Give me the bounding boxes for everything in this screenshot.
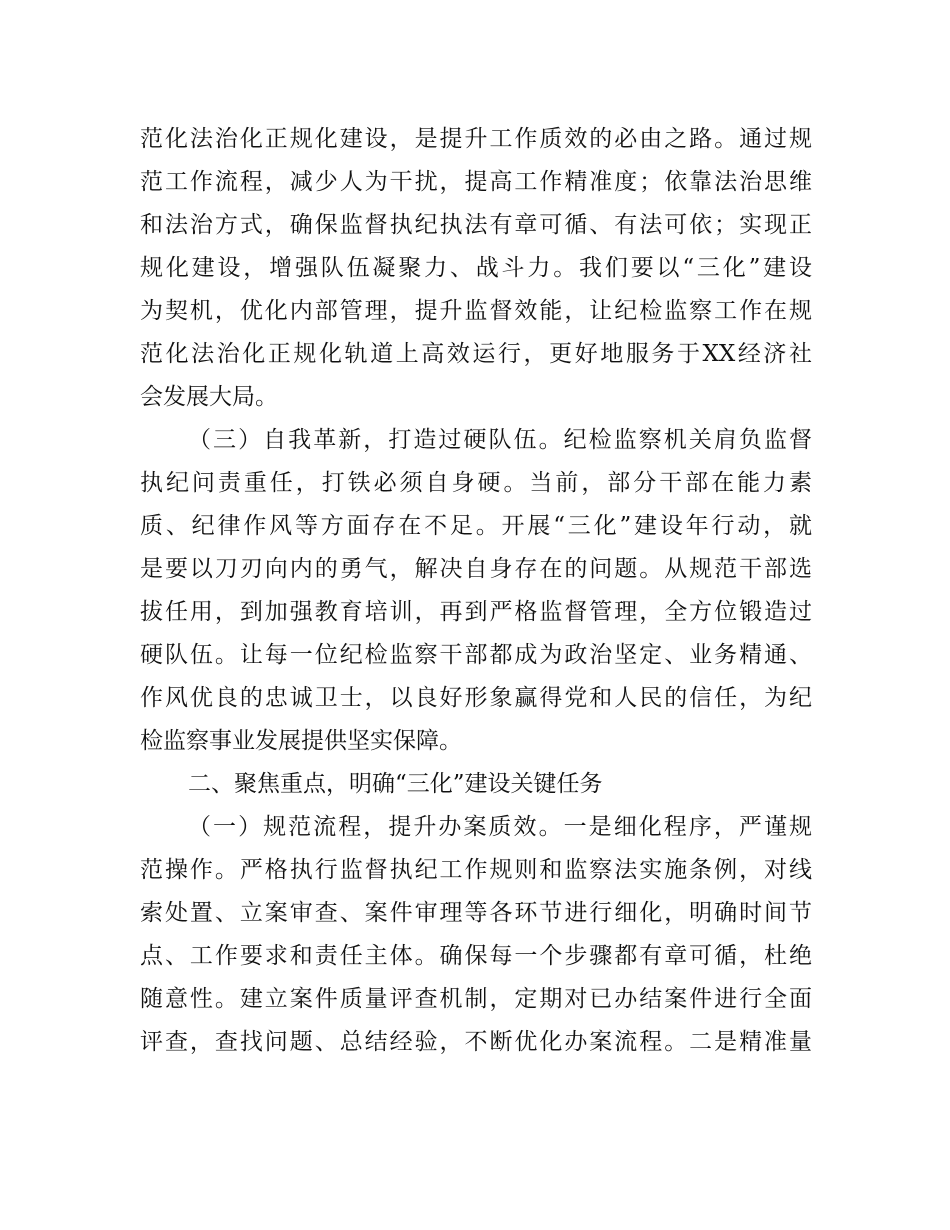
text-line: 索处置、立案审查、案件审理等各环节进行细化，明确时间节: [140, 900, 812, 926]
text-line: 评查，查找问题、总结经验，不断优化办案流程。二是精准量: [140, 1029, 812, 1055]
text-line: 执纪问责重任，打铁必须自身硬。当前，部分干部在能力素: [140, 470, 812, 496]
text-line: 硬队伍。让每一位纪检监察干部都成为政治坚定、业务精通、: [140, 642, 812, 668]
text-line: 作风优良的忠诚卫士，以良好形象赢得党和人民的信任，为纪: [140, 685, 812, 711]
text-line: 为契机，优化内部管理，提升监督效能，让纪检监察工作在规: [140, 298, 812, 324]
text-line: 范工作流程，减少人为干扰，提高工作精准度；依靠法治思维: [140, 169, 812, 195]
text-line: （三）自我革新，打造过硬队伍。纪检监察机关肩负监督: [188, 427, 812, 453]
text-line: 拔任用，到加强教育培训，再到严格监督管理，全方位锻造过: [140, 599, 812, 625]
text-line: 范操作。严格执行监督执纪工作规则和监察法实施条例，对线: [140, 857, 812, 883]
text-line: 是要以刀刃向内的勇气，解决自身存在的问题。从规范干部选: [140, 556, 812, 582]
text-line: 会发展大局。: [140, 384, 278, 410]
text-line: 二、聚焦重点，明确“三化”建设关键任务: [188, 771, 603, 797]
text-line: （一）规范流程，提升办案质效。一是细化程序，严谨规: [188, 814, 812, 840]
text-line: 和法治方式，确保监督执纪执法有章可循、有法可依；实现正: [140, 212, 812, 238]
body-text: [140, 118, 812, 1064]
text-line: 范化法治化正规化轨道上高效运行，更好地服务于XX经济社: [140, 341, 812, 367]
text-line: 点、工作要求和责任主体。确保每一个步骤都有章可循，杜绝: [140, 943, 812, 969]
text-line: 质、纪律作风等方面存在不足。开展“三化”建设年行动，就: [140, 513, 812, 539]
text-line: 随意性。建立案件质量评查机制，定期对已办结案件进行全面: [140, 986, 812, 1012]
text-line: 范化法治化正规化建设，是提升工作质效的必由之路。通过规: [140, 126, 812, 152]
text-line: 检监察事业发展提供坚实保障。: [140, 728, 462, 754]
text-line: 规化建设，增强队伍凝聚力、战斗力。我们要以“三化”建设: [140, 255, 812, 281]
